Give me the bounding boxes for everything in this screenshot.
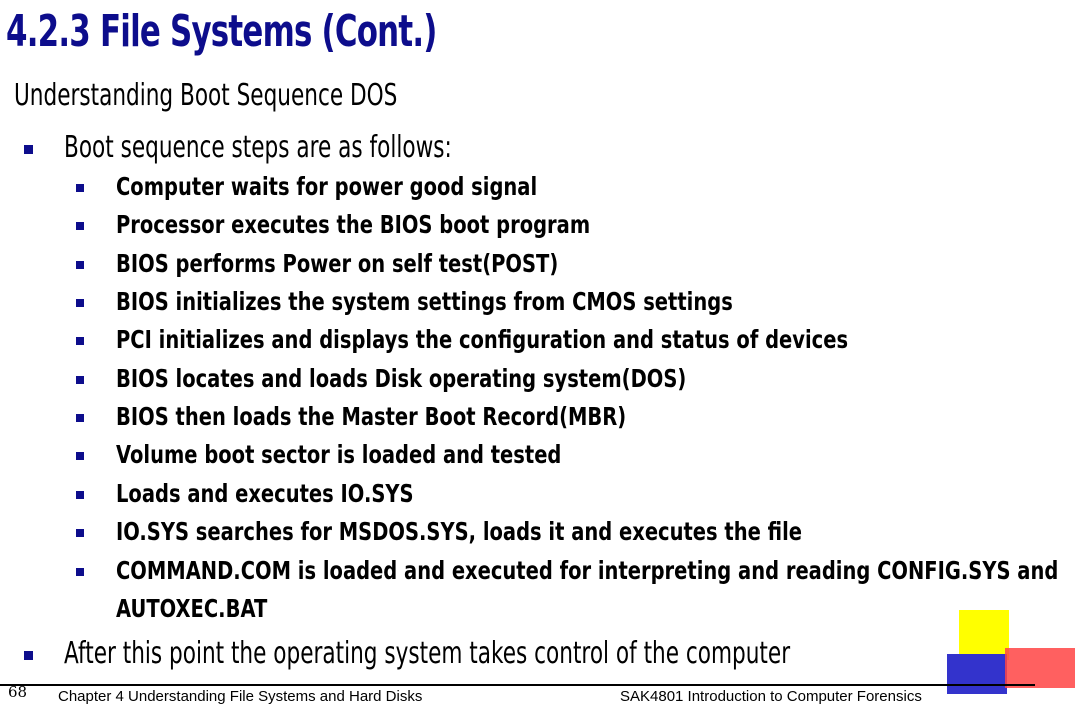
- slide-title: 4.2.3 File Systems (Cont.): [6, 6, 437, 57]
- page-number: 68: [8, 683, 28, 701]
- step-text: Loads and executes IO.SYS: [116, 479, 414, 508]
- footer-divider: [0, 684, 1035, 686]
- step-bullet-marker: [76, 261, 84, 269]
- intro-bullet-marker: [24, 145, 33, 154]
- step-bullet-marker: [76, 184, 84, 192]
- deco-blue-square: [947, 654, 1007, 694]
- step-bullet-marker: [76, 222, 84, 230]
- footer-course: SAK4801 Introduction to Computer Forensics: [620, 688, 922, 705]
- step-bullet-marker: [76, 568, 84, 576]
- deco-red-square: [1005, 648, 1075, 688]
- step-text: BIOS locates and loads Disk operating system(DOS): [116, 364, 687, 393]
- step-bullet-marker: [76, 414, 84, 422]
- closing-bullet-marker: [24, 651, 33, 660]
- step-text: COMMAND.COM is loaded and executed for interpreting and reading CONFIG.SYS and: [116, 556, 1059, 585]
- step-text-continuation: AUTOXEC.BAT: [116, 594, 268, 623]
- step-bullet-marker: [76, 529, 84, 537]
- step-text: Computer waits for power good signal: [116, 172, 538, 201]
- step-text: PCI initializes and displays the configuration and status of devices: [116, 325, 849, 354]
- step-bullet-marker: [76, 337, 84, 345]
- step-text: BIOS performs Power on self test(POST): [116, 249, 559, 278]
- step-text: Volume boot sector is loaded and tested: [116, 440, 562, 469]
- intro-bullet-text: Boot sequence steps are as follows:: [64, 130, 452, 165]
- closing-bullet-text: After this point the operating system takes control of the computer: [64, 636, 791, 671]
- step-bullet-marker: [76, 491, 84, 499]
- step-bullet-marker: [76, 452, 84, 460]
- step-text: IO.SYS searches for MSDOS.SYS, loads it and executes the file: [116, 517, 803, 546]
- step-bullet-marker: [76, 299, 84, 307]
- step-text: BIOS then loads the Master Boot Record(MBR): [116, 402, 627, 431]
- slide-subtitle: Understanding Boot Sequence DOS: [14, 78, 398, 113]
- deco-yellow-square: [959, 610, 1009, 660]
- step-bullet-marker: [76, 376, 84, 384]
- step-text: BIOS initializes the system settings from CMOS settings: [116, 287, 733, 316]
- footer-chapter: Chapter 4 Understanding File Systems and Hard Disks: [58, 688, 423, 705]
- corner-decoration: [947, 610, 1077, 695]
- step-text: Processor executes the BIOS boot program: [116, 210, 591, 239]
